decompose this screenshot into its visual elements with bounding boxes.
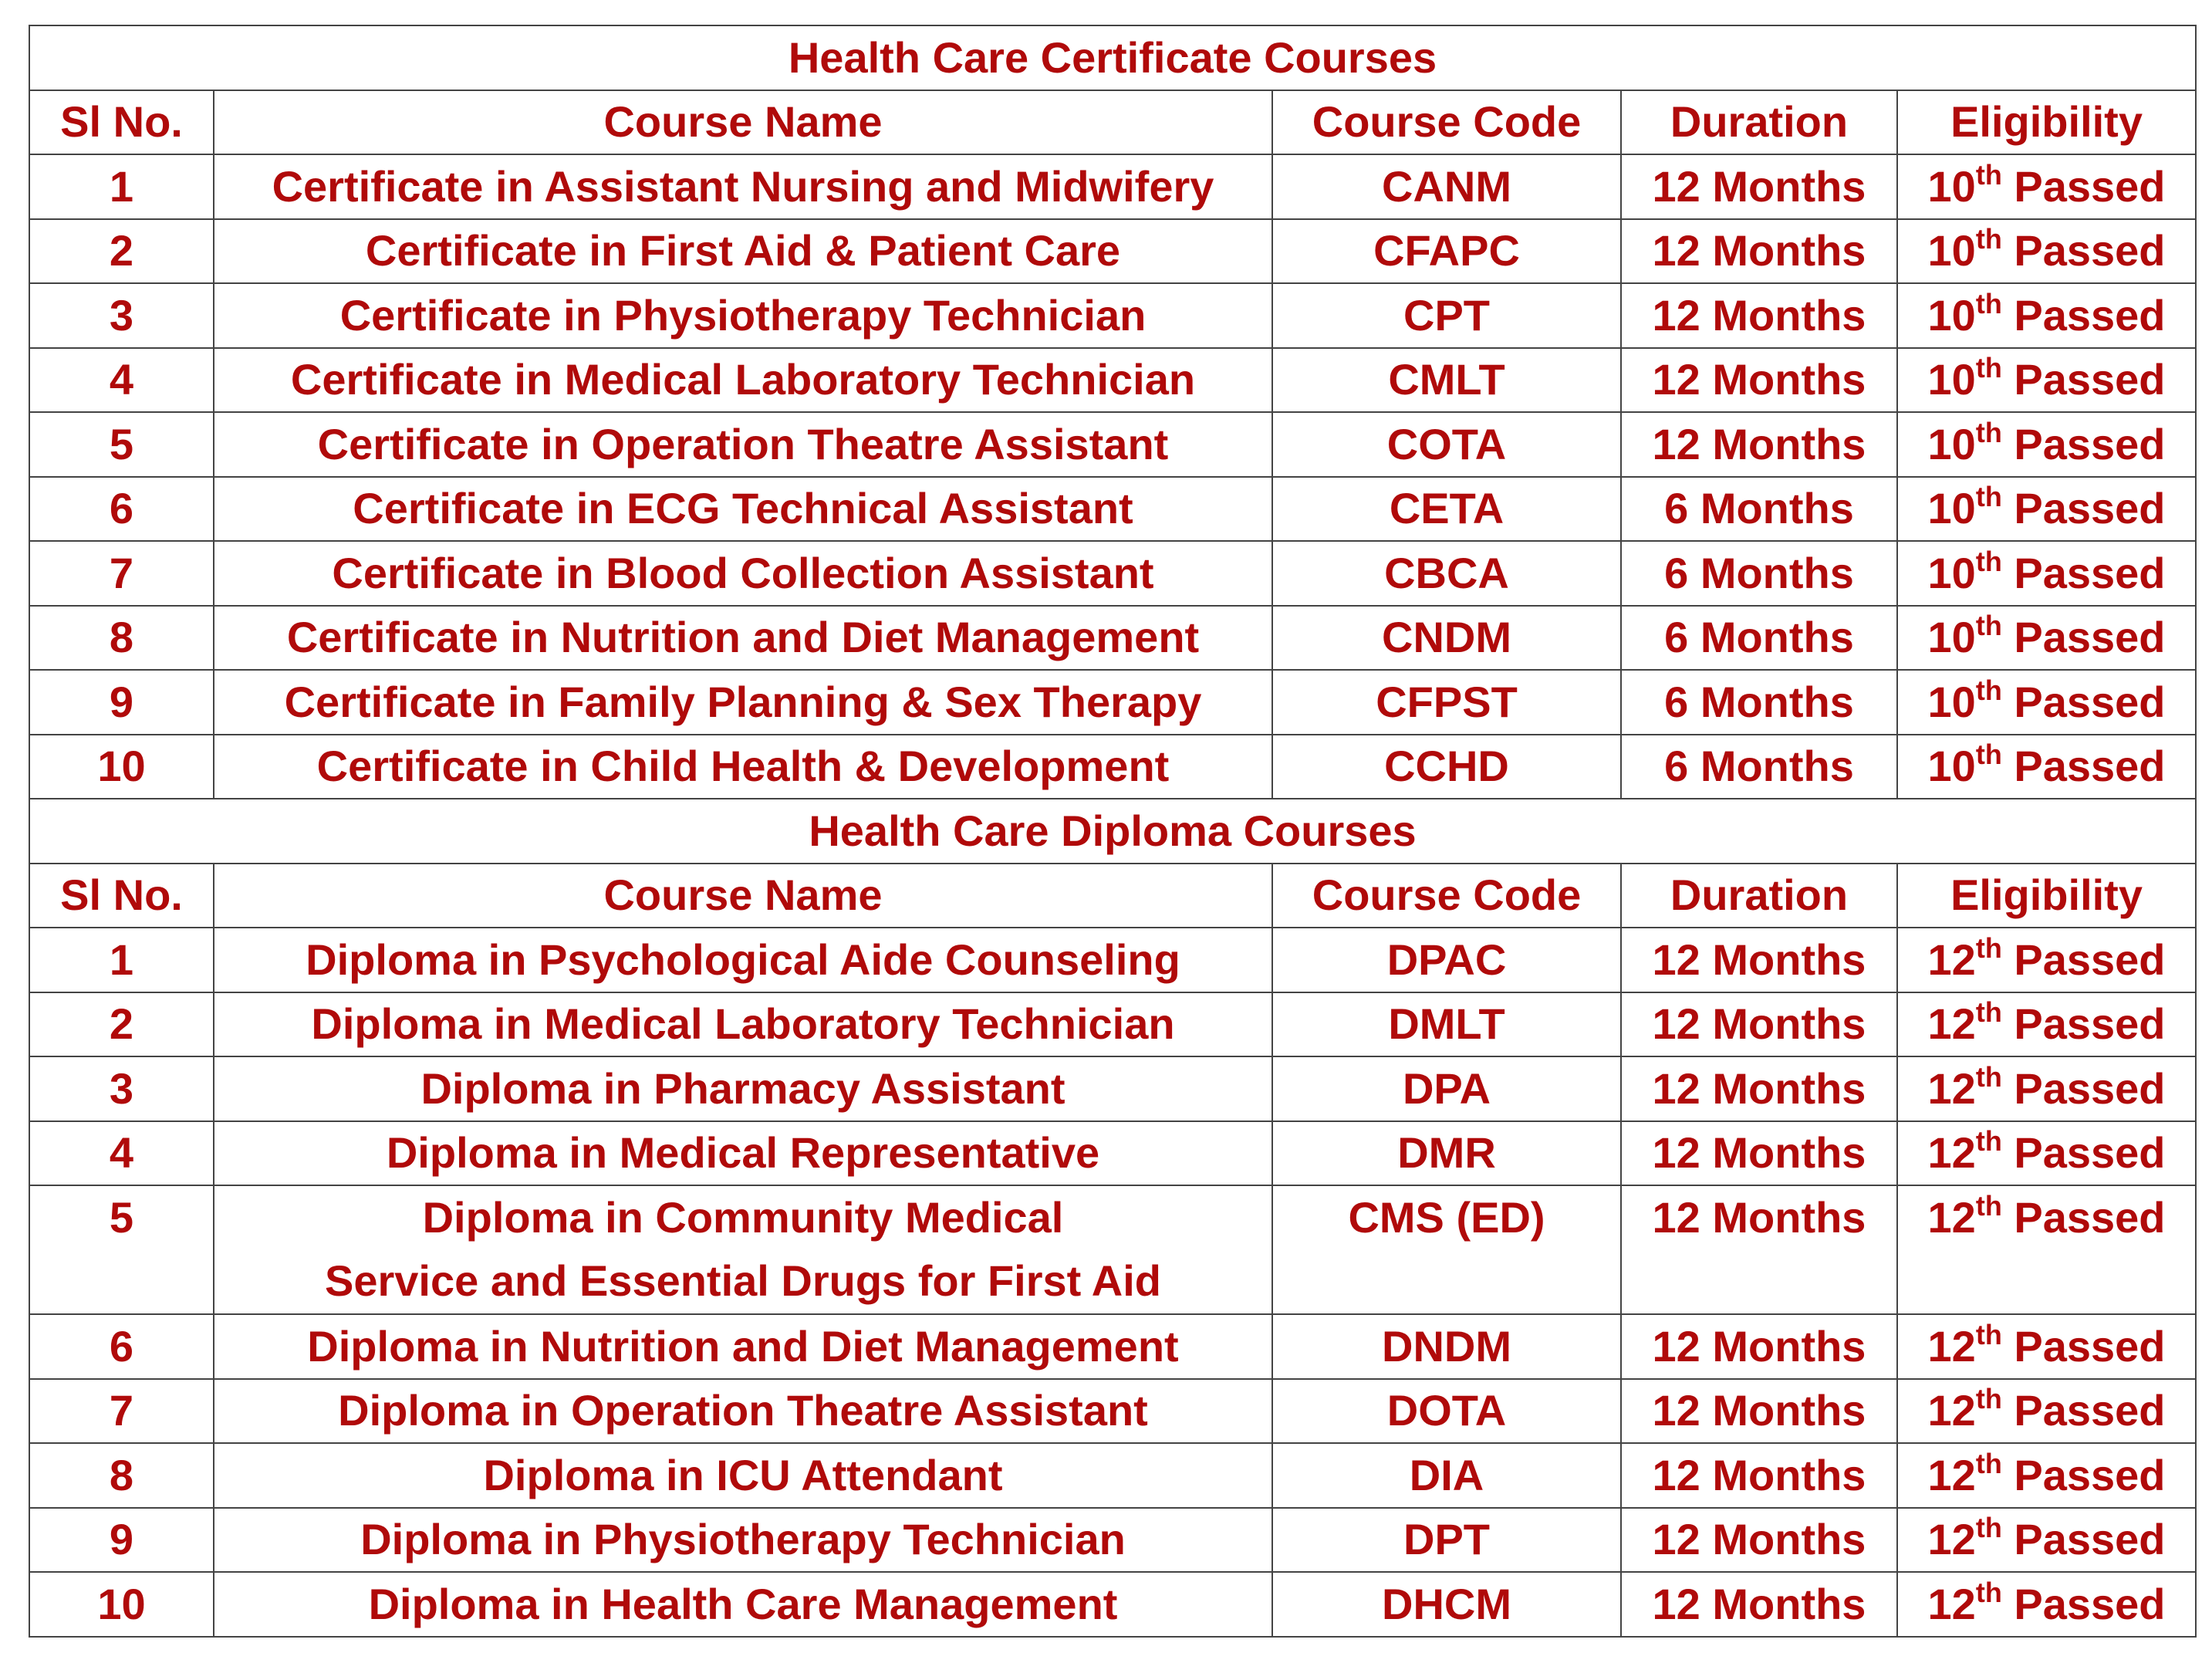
eligibility bbox=[1897, 1379, 2196, 1444]
course-name-line: Certificate in Blood Collection Assistant bbox=[332, 548, 1154, 597]
eligibility-suffix: th bbox=[1975, 1190, 2002, 1222]
eligibility-suffix: th bbox=[1975, 931, 2002, 964]
serial-number: 5 bbox=[29, 412, 214, 477]
serial-number: 2 bbox=[29, 992, 214, 1057]
eligibility-suffix: th bbox=[1975, 481, 2002, 513]
course-name-line: Certificate in Nutrition and Diet Management bbox=[286, 613, 1200, 662]
eligibility-text: Passed bbox=[2001, 290, 2166, 340]
duration: 12 Months bbox=[1621, 283, 1897, 348]
eligibility-text: Passed bbox=[2001, 1321, 2166, 1371]
course-name bbox=[214, 1121, 1272, 1186]
eligibility-text: Passed bbox=[2001, 1579, 2166, 1628]
table-row bbox=[29, 928, 2196, 992]
serial-number: 7 bbox=[29, 541, 214, 606]
course-name bbox=[214, 154, 1272, 219]
eligibility bbox=[1897, 1443, 2196, 1508]
course-name bbox=[214, 1314, 1272, 1379]
course-code: CFPST bbox=[1272, 670, 1621, 735]
course-name-line: Diploma in Nutrition and Diet Management bbox=[307, 1321, 1179, 1371]
eligibility-text: Passed bbox=[2001, 742, 2166, 791]
duration: 6 Months bbox=[1621, 541, 1897, 606]
course-code: DPT bbox=[1272, 1508, 1621, 1573]
course-code: CANM bbox=[1272, 154, 1621, 219]
course-name bbox=[214, 1379, 1272, 1444]
eligibility-suffix: th bbox=[1975, 223, 2002, 255]
table-row bbox=[29, 1314, 2196, 1379]
eligibility-suffix: th bbox=[1975, 610, 2002, 642]
eligibility-text: Passed bbox=[2001, 1128, 2166, 1178]
course-name bbox=[214, 477, 1272, 542]
column-header: Course Code bbox=[1272, 90, 1621, 155]
duration: 12 Months bbox=[1621, 1121, 1897, 1186]
course-name-line: Diploma in Medical Representative bbox=[386, 1128, 1100, 1178]
course-code: DMR bbox=[1272, 1121, 1621, 1186]
eligibility-grade: 12 bbox=[1927, 1515, 1976, 1564]
course-code: DOTA bbox=[1272, 1379, 1621, 1444]
course-name bbox=[214, 1443, 1272, 1508]
course-name-line: Diploma in Operation Theatre Assistant bbox=[338, 1386, 1148, 1435]
table-row bbox=[29, 735, 2196, 799]
serial-number: 5 bbox=[29, 1185, 214, 1314]
eligibility-suffix: th bbox=[1975, 158, 2002, 191]
column-header: Duration bbox=[1621, 864, 1897, 928]
eligibility-text: Passed bbox=[2001, 1193, 2166, 1242]
eligibility-text: Passed bbox=[2001, 613, 2166, 662]
eligibility bbox=[1897, 412, 2196, 477]
courses-table bbox=[29, 25, 2197, 1638]
course-name-line: Certificate in Operation Theatre Assistant bbox=[317, 419, 1169, 468]
serial-number: 10 bbox=[29, 735, 214, 799]
eligibility-suffix: th bbox=[1975, 416, 2002, 448]
eligibility-suffix: th bbox=[1975, 1576, 2002, 1608]
duration: 12 Months bbox=[1621, 412, 1897, 477]
eligibility-suffix: th bbox=[1975, 1512, 2002, 1544]
course-name-line: Diploma in Psychological Aide Counseling bbox=[306, 935, 1180, 984]
course-name bbox=[214, 1508, 1272, 1573]
eligibility-grade: 12 bbox=[1927, 1193, 1976, 1242]
course-name-line: Diploma in Medical Laboratory Technician bbox=[311, 999, 1175, 1049]
eligibility bbox=[1897, 670, 2196, 735]
eligibility-text: Passed bbox=[2001, 226, 2166, 275]
column-header: Duration bbox=[1621, 90, 1897, 155]
duration: 12 Months bbox=[1621, 1572, 1897, 1637]
course-name-line: Diploma in Physiotherapy Technician bbox=[360, 1515, 1126, 1564]
duration: 12 Months bbox=[1621, 154, 1897, 219]
course-name bbox=[214, 348, 1272, 413]
duration: 6 Months bbox=[1621, 735, 1897, 799]
course-name bbox=[214, 1572, 1272, 1637]
diploma-section-title: Health Care Diploma Courses bbox=[29, 799, 2196, 864]
serial-number: 4 bbox=[29, 348, 214, 413]
course-code: DNDM bbox=[1272, 1314, 1621, 1379]
eligibility-suffix: th bbox=[1975, 739, 2002, 771]
eligibility bbox=[1897, 283, 2196, 348]
serial-number: 8 bbox=[29, 606, 214, 671]
course-name bbox=[214, 1185, 1272, 1314]
course-name-line: Diploma in Pharmacy Assistant bbox=[420, 1063, 1065, 1113]
eligibility-text: Passed bbox=[2001, 161, 2166, 211]
eligibility-text: Passed bbox=[2001, 1063, 2166, 1113]
eligibility-grade: 10 bbox=[1927, 613, 1976, 662]
duration: 12 Months bbox=[1621, 1056, 1897, 1121]
eligibility bbox=[1897, 928, 2196, 992]
eligibility-text: Passed bbox=[2001, 935, 2166, 984]
course-code: CCHD bbox=[1272, 735, 1621, 799]
table-row bbox=[29, 670, 2196, 735]
table-row bbox=[29, 219, 2196, 284]
course-code: DMLT bbox=[1272, 992, 1621, 1057]
eligibility-grade: 10 bbox=[1927, 290, 1976, 340]
eligibility-text: Passed bbox=[2001, 677, 2166, 726]
eligibility-grade: 12 bbox=[1927, 1321, 1976, 1371]
eligibility-text: Passed bbox=[2001, 484, 2166, 533]
eligibility-grade: 10 bbox=[1927, 742, 1976, 791]
table-row bbox=[29, 283, 2196, 348]
serial-number: 10 bbox=[29, 1572, 214, 1637]
eligibility-grade: 12 bbox=[1927, 1386, 1976, 1435]
eligibility-text: Passed bbox=[2001, 1515, 2166, 1564]
column-header: Eligibility bbox=[1897, 864, 2196, 928]
eligibility-grade: 10 bbox=[1927, 677, 1976, 726]
courses-document bbox=[29, 25, 2195, 1638]
duration: 12 Months bbox=[1621, 1508, 1897, 1573]
eligibility-suffix: th bbox=[1975, 1318, 2002, 1350]
course-name bbox=[214, 928, 1272, 992]
course-code: DPA bbox=[1272, 1056, 1621, 1121]
duration: 6 Months bbox=[1621, 606, 1897, 671]
serial-number: 8 bbox=[29, 1443, 214, 1508]
course-name-line: Diploma in ICU Attendant bbox=[483, 1450, 1003, 1499]
eligibility-grade: 12 bbox=[1927, 1579, 1976, 1628]
course-name-line: Certificate in Assistant Nursing and Midwifery bbox=[272, 161, 1214, 211]
eligibility bbox=[1897, 1185, 2196, 1314]
course-name bbox=[214, 670, 1272, 735]
course-name-line: Certificate in Child Health & Development bbox=[316, 742, 1170, 791]
eligibility-grade: 10 bbox=[1927, 161, 1976, 211]
eligibility-suffix: th bbox=[1975, 674, 2002, 706]
eligibility bbox=[1897, 348, 2196, 413]
eligibility bbox=[1897, 477, 2196, 542]
eligibility-suffix: th bbox=[1975, 352, 2002, 384]
eligibility bbox=[1897, 1572, 2196, 1637]
table-row bbox=[29, 154, 2196, 219]
course-name bbox=[214, 992, 1272, 1057]
serial-number: 1 bbox=[29, 154, 214, 219]
table-row bbox=[29, 1508, 2196, 1573]
table-row bbox=[29, 541, 2196, 606]
eligibility-text: Passed bbox=[2001, 1450, 2166, 1499]
duration: 12 Months bbox=[1621, 219, 1897, 284]
table-row bbox=[29, 1572, 2196, 1637]
serial-number: 6 bbox=[29, 1314, 214, 1379]
duration: 6 Months bbox=[1621, 477, 1897, 542]
serial-number: 3 bbox=[29, 283, 214, 348]
eligibility-suffix: th bbox=[1975, 1447, 2002, 1479]
course-name bbox=[214, 219, 1272, 284]
column-header: Sl No. bbox=[29, 90, 214, 155]
course-name bbox=[214, 1056, 1272, 1121]
eligibility bbox=[1897, 735, 2196, 799]
serial-number: 1 bbox=[29, 928, 214, 992]
table-row bbox=[29, 348, 2196, 413]
course-code: DHCM bbox=[1272, 1572, 1621, 1637]
diploma-header-row bbox=[29, 864, 2196, 928]
eligibility-grade: 10 bbox=[1927, 355, 1976, 404]
course-name-line: Certificate in Family Planning & Sex Therapy bbox=[284, 677, 1202, 726]
course-code: CNDM bbox=[1272, 606, 1621, 671]
eligibility-grade: 10 bbox=[1927, 226, 1976, 275]
certificate-header-row bbox=[29, 90, 2196, 155]
serial-number: 3 bbox=[29, 1056, 214, 1121]
course-name-line: Service and Essential Drugs for First Aid bbox=[324, 1256, 1161, 1305]
duration: 6 Months bbox=[1621, 670, 1897, 735]
diploma-section-title-row bbox=[29, 799, 2196, 864]
table-row bbox=[29, 477, 2196, 542]
table-row bbox=[29, 1443, 2196, 1508]
duration: 12 Months bbox=[1621, 1314, 1897, 1379]
duration: 12 Months bbox=[1621, 1185, 1897, 1314]
eligibility bbox=[1897, 219, 2196, 284]
course-name-line: Certificate in Medical Laboratory Technician bbox=[290, 355, 1196, 404]
column-header: Course Name bbox=[214, 90, 1272, 155]
column-header: Course Name bbox=[214, 864, 1272, 928]
eligibility-suffix: th bbox=[1975, 1060, 2002, 1093]
eligibility bbox=[1897, 1508, 2196, 1573]
eligibility bbox=[1897, 541, 2196, 606]
course-name bbox=[214, 283, 1272, 348]
table-row bbox=[29, 1121, 2196, 1186]
course-name-line: Certificate in ECG Technical Assistant bbox=[353, 484, 1133, 533]
serial-number: 4 bbox=[29, 1121, 214, 1186]
eligibility-suffix: th bbox=[1975, 996, 2002, 1029]
certificate-section-title: Health Care Certificate Courses bbox=[29, 25, 2196, 90]
table-row bbox=[29, 606, 2196, 671]
course-name-line: Diploma in Health Care Management bbox=[368, 1579, 1118, 1628]
eligibility-text: Passed bbox=[2001, 999, 2166, 1049]
column-header: Eligibility bbox=[1897, 90, 2196, 155]
table-row bbox=[29, 1379, 2196, 1444]
eligibility bbox=[1897, 1121, 2196, 1186]
eligibility bbox=[1897, 1314, 2196, 1379]
column-header: Course Code bbox=[1272, 864, 1621, 928]
eligibility-suffix: th bbox=[1975, 1383, 2002, 1415]
eligibility-grade: 10 bbox=[1927, 484, 1976, 533]
duration: 12 Months bbox=[1621, 1443, 1897, 1508]
course-name bbox=[214, 541, 1272, 606]
table-row bbox=[29, 1056, 2196, 1121]
eligibility-suffix: th bbox=[1975, 1125, 2002, 1158]
eligibility-grade: 12 bbox=[1927, 1128, 1976, 1178]
eligibility-grade: 10 bbox=[1927, 419, 1976, 468]
course-code: DIA bbox=[1272, 1443, 1621, 1508]
table-row bbox=[29, 412, 2196, 477]
course-name-line: Certificate in First Aid & Patient Care bbox=[365, 226, 1121, 275]
course-name-line: Diploma in Community Medical bbox=[422, 1193, 1064, 1242]
course-code: CPT bbox=[1272, 283, 1621, 348]
course-name bbox=[214, 606, 1272, 671]
eligibility bbox=[1897, 606, 2196, 671]
course-code: CMLT bbox=[1272, 348, 1621, 413]
serial-number: 7 bbox=[29, 1379, 214, 1444]
course-name bbox=[214, 412, 1272, 477]
course-code: CETA bbox=[1272, 477, 1621, 542]
eligibility-text: Passed bbox=[2001, 548, 2166, 597]
eligibility-text: Passed bbox=[2001, 1386, 2166, 1435]
column-header: Sl No. bbox=[29, 864, 214, 928]
eligibility-text: Passed bbox=[2001, 355, 2166, 404]
course-code: CBCA bbox=[1272, 541, 1621, 606]
eligibility-grade: 12 bbox=[1927, 999, 1976, 1049]
eligibility bbox=[1897, 1056, 2196, 1121]
serial-number: 6 bbox=[29, 477, 214, 542]
eligibility-grade: 12 bbox=[1927, 1063, 1976, 1113]
serial-number: 9 bbox=[29, 1508, 214, 1573]
duration: 12 Months bbox=[1621, 992, 1897, 1057]
eligibility-grade: 12 bbox=[1927, 935, 1976, 984]
course-name bbox=[214, 735, 1272, 799]
eligibility-suffix: th bbox=[1975, 545, 2002, 577]
serial-number: 2 bbox=[29, 219, 214, 284]
table-row bbox=[29, 992, 2196, 1057]
course-code: COTA bbox=[1272, 412, 1621, 477]
eligibility-grade: 10 bbox=[1927, 548, 1976, 597]
duration: 12 Months bbox=[1621, 928, 1897, 992]
table-row bbox=[29, 1185, 2196, 1314]
course-code: DPAC bbox=[1272, 928, 1621, 992]
course-code: CMS (ED) bbox=[1272, 1185, 1621, 1314]
duration: 12 Months bbox=[1621, 348, 1897, 413]
duration: 12 Months bbox=[1621, 1379, 1897, 1444]
eligibility-grade: 12 bbox=[1927, 1450, 1976, 1499]
eligibility bbox=[1897, 154, 2196, 219]
course-name-line: Certificate in Physiotherapy Technician bbox=[339, 290, 1147, 340]
serial-number: 9 bbox=[29, 670, 214, 735]
eligibility bbox=[1897, 992, 2196, 1057]
eligibility-suffix: th bbox=[1975, 287, 2002, 319]
certificate-section-title-row bbox=[29, 25, 2196, 90]
eligibility-text: Passed bbox=[2001, 419, 2166, 468]
course-code: CFAPC bbox=[1272, 219, 1621, 284]
